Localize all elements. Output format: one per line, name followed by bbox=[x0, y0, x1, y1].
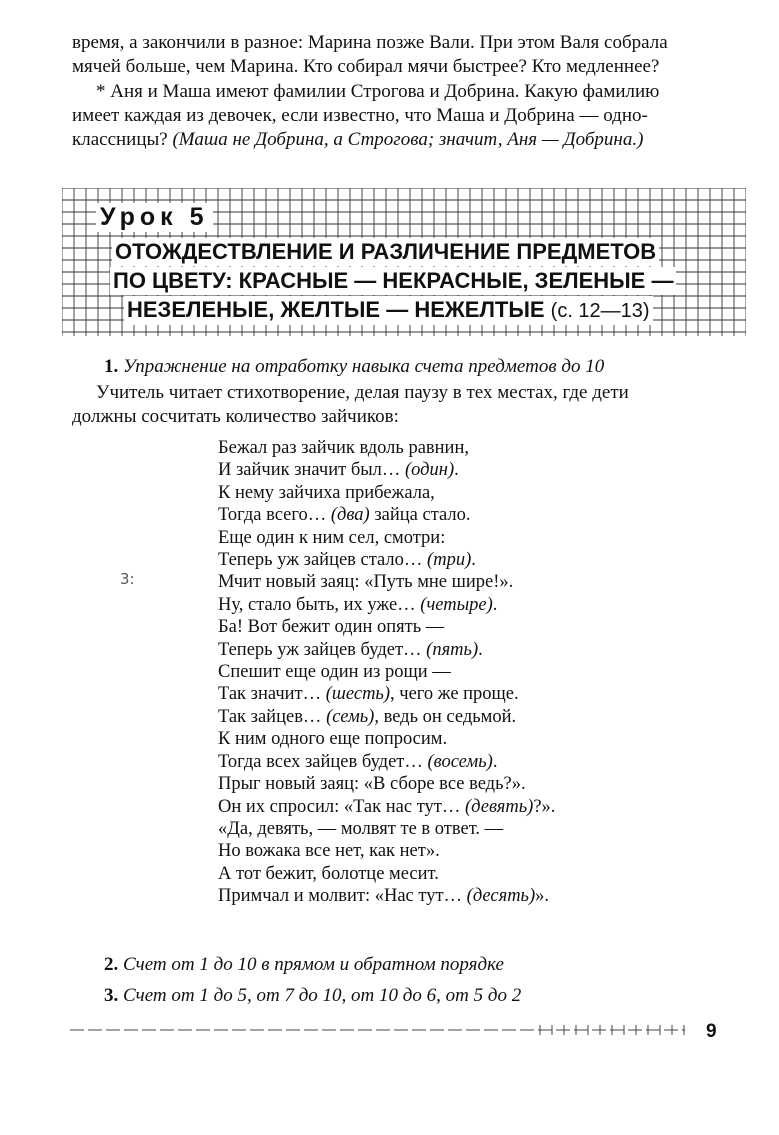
poem-line bbox=[218, 885, 555, 907]
poem-text: К нему зайчиха прибежала, bbox=[218, 482, 435, 503]
poem-text: Тогда всех зайцев будет… bbox=[218, 751, 428, 772]
poem-answer: (два) bbox=[330, 505, 370, 526]
exercise-3-title: Счет от 1 до 5, от 7 до 10, от 10 до 6, от 5 до 2 bbox=[123, 985, 522, 1006]
poem-line bbox=[218, 482, 555, 504]
poem-text-after: . bbox=[478, 639, 483, 660]
poem-line bbox=[218, 751, 555, 773]
poem-line bbox=[218, 661, 555, 683]
poem-text-after: . bbox=[454, 460, 459, 481]
poem-text: Теперь уж зайцев стало… bbox=[218, 550, 428, 571]
poem-text: Мчит новый заяц: «Путь мне шире!». bbox=[218, 572, 514, 593]
poem-answer: (девять) bbox=[465, 796, 534, 817]
poem-line bbox=[218, 796, 555, 818]
poem-line bbox=[218, 527, 555, 549]
poem-text: Так зайцев… bbox=[218, 706, 327, 727]
exercise-2-number: 2. bbox=[104, 954, 119, 975]
lesson-title-line: ОТОЖДЕСТВЛЕНИЕ И РАЗЛИЧЕНИЕ ПРЕДМЕТОВ bbox=[112, 238, 659, 266]
poem-text: Но вожака все нет, как нет». bbox=[218, 841, 440, 862]
exercise-1-text: должны сосчитать количество зайчиков: bbox=[72, 406, 399, 427]
poem-answer: (десять) bbox=[466, 886, 536, 907]
poem-line bbox=[218, 818, 555, 840]
poem-line bbox=[218, 773, 555, 795]
poem-line bbox=[218, 863, 555, 885]
exercise-3 bbox=[104, 984, 521, 1008]
lesson-title-line: ПО ЦВЕТУ: КРАСНЫЕ — НЕКРАСНЫЕ, ЗЕЛЕНЫЕ — bbox=[110, 267, 676, 295]
intro-line: мячей больше, чем Марина. Кто собирал мячи быстрее? Кто медленнее? bbox=[72, 56, 660, 77]
poem-text: К ним одного еще попросим. bbox=[218, 729, 448, 750]
poem-text: И зайчик значит был… bbox=[218, 460, 406, 481]
poem-answer: (восемь) bbox=[427, 751, 493, 772]
poem-text: Еще один к ним сел, смотри: bbox=[218, 527, 446, 548]
poem-text-after: , чего же проще. bbox=[390, 684, 519, 705]
exercise-1-text: Учитель читает стихотворение, делая паузу в тех местах, где дети bbox=[96, 382, 629, 403]
page-number: 9 bbox=[706, 1021, 717, 1042]
poem-text: Спешит еще один из рощи — bbox=[218, 662, 451, 683]
intro-line: время, а закончили в разное: Марина позже Вали. При этом Валя собрала bbox=[72, 32, 668, 53]
poem-answer: (четыре) bbox=[420, 594, 493, 615]
lesson-title-line-with-pages bbox=[124, 296, 653, 325]
poem-text-after: . bbox=[492, 594, 498, 615]
poem-text: Бежал раз зайчик вдоль равнин, bbox=[218, 438, 469, 458]
poem-text: Так значит… bbox=[218, 684, 326, 705]
poem-text-after: , ведь он седьмой. bbox=[374, 706, 517, 727]
poem-line bbox=[218, 706, 555, 728]
poem-line bbox=[218, 840, 555, 862]
poem-text-after: . bbox=[492, 751, 498, 772]
intro-line: * Аня и Маша имеют фамилии Строгова и Добрина. Какую фамилию bbox=[96, 81, 660, 102]
poem-text-after: . bbox=[471, 550, 476, 571]
exercise-1-title: Упражнение на отработку навыка счета предметов до 10 bbox=[123, 356, 605, 377]
poem-text: Ба! Вот бежит один опять — bbox=[218, 617, 445, 638]
poem-text: Примчал и молвит: «Нас тут… bbox=[218, 886, 467, 907]
exercise-3-number: 3. bbox=[104, 985, 119, 1006]
poem-line bbox=[218, 594, 555, 616]
footer-rule bbox=[70, 1024, 700, 1036]
lesson-pages: (с. 12—13) bbox=[550, 300, 650, 322]
intro-line-text: классницы? bbox=[72, 129, 173, 150]
poem-line bbox=[218, 549, 555, 571]
exercise-2 bbox=[104, 953, 504, 977]
lesson-label: Урок 5 bbox=[96, 203, 213, 232]
exercise-1-heading bbox=[104, 355, 604, 379]
poem-text: Теперь уж зайцев будет… bbox=[218, 639, 427, 660]
poem-answer: (семь) bbox=[326, 706, 375, 727]
poem-text: Прыг новый заяц: «В сборе все ведь?». bbox=[218, 774, 526, 795]
poem-line bbox=[218, 437, 555, 459]
poem-answer: (шесть) bbox=[325, 684, 391, 705]
margin-mark: 3: bbox=[120, 570, 135, 588]
lesson-title-text: НЕЗЕЛЕНЫЕ, ЖЕЛТЫЕ — НЕЖЕЛТЫЕ bbox=[127, 297, 545, 322]
intro-answer: (Маша не Добрина, а Строгова; значит, Аня — Добрина.) bbox=[172, 129, 644, 150]
poem-line bbox=[218, 683, 555, 705]
intro-answer-line bbox=[72, 128, 643, 152]
poem-text: Ну, стало быть, их уже… bbox=[218, 594, 421, 615]
poem-answer: (один) bbox=[405, 460, 455, 481]
intro-line: имеет каждая из девочек, если известно, что Маша и Добрина — одно- bbox=[72, 105, 648, 126]
poem-text-after: ?». bbox=[533, 796, 556, 817]
poem-line bbox=[218, 571, 555, 593]
poem-text: Он их спросил: «Так нас тут… bbox=[218, 796, 466, 817]
poem-text: «Да, девять, — молвят те в ответ. — bbox=[218, 818, 504, 839]
poem-text: Тогда всего… bbox=[218, 505, 331, 526]
exercise-1-number: 1. bbox=[104, 356, 119, 377]
poem-answer: (пять) bbox=[426, 639, 479, 660]
exercise-2-title: Счет от 1 до 10 в прямом и обратном порядке bbox=[123, 954, 504, 975]
poem-text-after: зайца стало. bbox=[369, 505, 471, 526]
poem-line bbox=[218, 459, 555, 481]
poem-line bbox=[218, 504, 555, 526]
poem-text: А тот бежит, болотце месит. bbox=[218, 863, 439, 884]
poem bbox=[218, 437, 555, 908]
poem-text-after: ». bbox=[535, 886, 550, 907]
poem-line bbox=[218, 728, 555, 750]
poem-answer: (три) bbox=[427, 550, 472, 571]
poem-line bbox=[218, 639, 555, 661]
poem-line bbox=[218, 616, 555, 638]
